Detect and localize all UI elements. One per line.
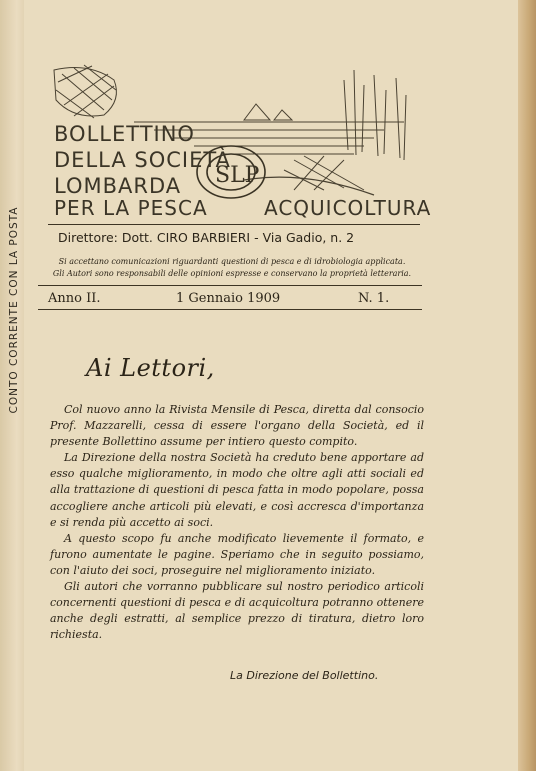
masthead-line-societa: DELLA SOCIETÀ [54, 148, 231, 172]
rule-issue-bottom [38, 309, 422, 310]
notice-line-2: Gli Autori sono responsabili delle opinioni espresse e conservano la proprietà letteraria. [52, 269, 412, 278]
monogram-letters: SLP [215, 163, 260, 188]
article-signature: La Direzione del Bollettino. [230, 669, 379, 682]
editorial-notice [52, 256, 412, 280]
page-edge [518, 0, 536, 771]
binding-strip [0, 0, 24, 771]
article-paragraph: La Direzione della nostra Società ha creduto bene apportare ad esso qualche miglioramento, in modo che oltre agli atti sociali ed alla trattazione di questioni di pesca fatta in modo popolare, possa accogliere anche articoli più elevati, e così accresca d'importanza e si renda più accetto ai soci. [50, 451, 424, 529]
rule-top [48, 224, 420, 225]
director-line: Direttore: Dott. CIRO BARBIERI - Via Gadio, n. 2 [58, 230, 355, 245]
masthead [44, 60, 432, 230]
masthead-line-pesca: PER LA PESCA [54, 196, 208, 220]
journal-page [24, 0, 518, 771]
issue-year: Anno II. [48, 291, 101, 306]
masthead-line-lombarda: LOMBARDA [54, 174, 182, 198]
article-paragraph: Col nuovo anno la Rivista Mensile di Pesca, diretta dal consocio Prof. Mazzarelli, cessa di essere l'organo della Società, ed il presente Bollettino assume per intiero questo compito. [50, 403, 424, 449]
masthead-line-bollettino: BOLLETTINO [54, 122, 195, 146]
notice-line-1: Si accettano comunicazioni riguardanti questioni di pesca e di idrobiologia applicata. [58, 257, 406, 266]
article-body [50, 402, 424, 643]
article-title: Ai Lettori, [86, 354, 215, 382]
masthead-line-acquicoltura: ACQUICOLTURA [264, 196, 432, 220]
rule-issue-top [38, 285, 422, 286]
spine-stamp: CONTO CORRENTE CON LA POSTA [8, 206, 20, 414]
issue-date: 1 Gennaio 1909 [176, 291, 281, 306]
article-paragraph: Gli autori che vorranno pubblicare sul nostro periodico articoli concernenti questioni di pesca e di acquicoltura potranno ottenere anche degli estratti, al semplice prezzo di tiratura, dietro loro richiesta. [50, 580, 424, 642]
issue-number: N. 1. [358, 291, 390, 306]
article-paragraph: A questo scopo fu anche modificato lievemente il formato, e furono aumentate le pagine. Speriamo che in seguito possiamo, con l'aiuto dei soci, proseguire nel miglioramento iniziato. [50, 531, 424, 577]
hut-sketch [244, 104, 292, 120]
